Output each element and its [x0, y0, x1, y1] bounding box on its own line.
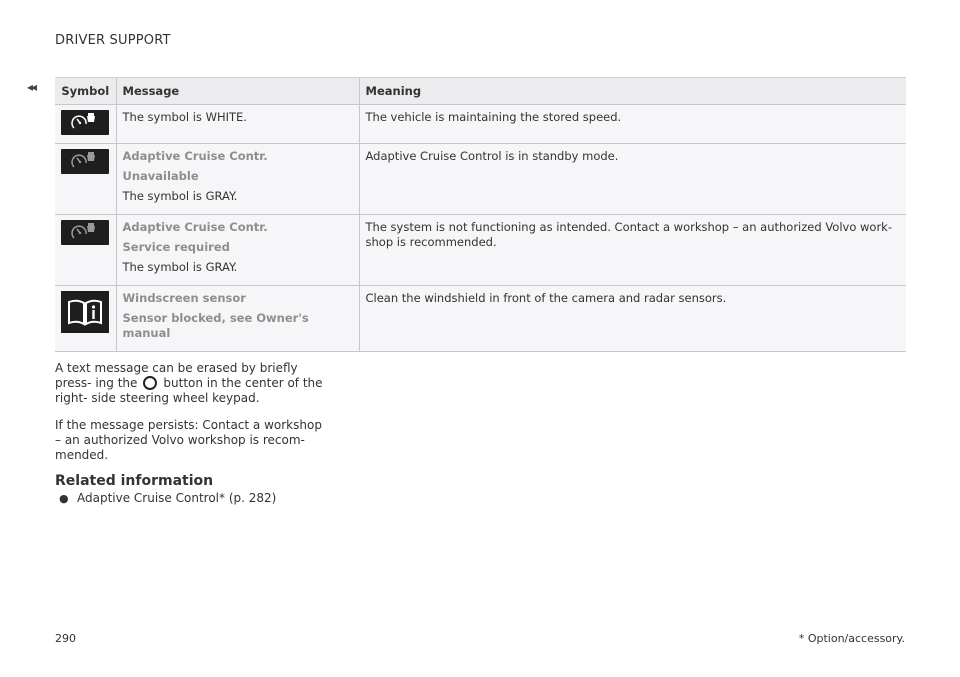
message-table — [55, 77, 906, 352]
meaning-cell: Clean the windshield in front of the camera and radar sensors. — [359, 286, 906, 352]
message-text: The symbol is WHITE. — [122, 110, 247, 124]
body-paragraph: If the message persists: Contact a workshop – an authorized Volvo workshop is recom- mended. — [55, 418, 322, 462]
table-row — [55, 286, 906, 352]
message-title: Adaptive Cruise Contr. — [122, 149, 268, 163]
section-title: DRIVER SUPPORT — [55, 33, 171, 48]
message-cell — [116, 286, 359, 352]
adaptive-cruise-white-icon — [61, 110, 109, 135]
body-paragraph — [55, 361, 330, 406]
message-cell — [116, 215, 359, 286]
back-arrows-icon[interactable]: ◂◂ — [27, 80, 36, 94]
message-text: The symbol is GRAY. — [122, 260, 238, 274]
meaning-cell: The system is not functioning as intended. Contact a workshop – an authorized Volvo work- shop is recommended. — [359, 215, 906, 286]
message-subtitle: Unavailable — [122, 169, 199, 183]
table-header-row — [55, 78, 906, 105]
column-header-message: Message — [116, 78, 359, 105]
page-number: 290 — [55, 632, 76, 645]
message-subtitle: Service required — [122, 240, 230, 254]
footnote: * Option/accessory. — [798, 632, 905, 645]
adaptive-cruise-gray-icon — [61, 220, 109, 245]
symbol-cell — [55, 105, 116, 144]
body-text: button in the center of the right- side steering wheel keypad. — [55, 376, 323, 405]
adaptive-cruise-gray-icon — [61, 149, 109, 174]
table-row — [55, 215, 906, 286]
steering-wheel-o-button-icon — [143, 376, 157, 390]
table-row — [55, 144, 906, 215]
message-cell — [116, 105, 359, 144]
column-header-meaning: Meaning — [359, 78, 906, 105]
symbol-cell — [55, 286, 116, 352]
message-title: Adaptive Cruise Contr. — [122, 220, 268, 234]
owners-manual-icon — [61, 291, 109, 333]
meaning-cell: Adaptive Cruise Control is in standby mode. — [359, 144, 906, 215]
related-information-list — [55, 491, 276, 506]
related-link[interactable]: Adaptive Cruise Control* (p. 282) — [77, 491, 277, 505]
related-information-heading: Related information — [55, 473, 214, 489]
column-header-symbol: Symbol — [55, 78, 116, 105]
message-title: Windscreen sensor — [122, 291, 246, 305]
table-row — [55, 105, 906, 144]
message-cell — [116, 144, 359, 215]
symbol-cell — [55, 215, 116, 286]
list-item[interactable] — [55, 491, 276, 506]
meaning-cell: The vehicle is maintaining the stored speed. — [359, 105, 906, 144]
symbol-cell — [55, 144, 116, 215]
bullet-icon: ● — [59, 492, 69, 505]
message-text: The symbol is GRAY. — [122, 189, 238, 203]
message-subtitle: Sensor blocked, see Owner's manual — [122, 311, 309, 340]
body-text: A text message can be erased by briefly press- ing the — [55, 361, 298, 390]
